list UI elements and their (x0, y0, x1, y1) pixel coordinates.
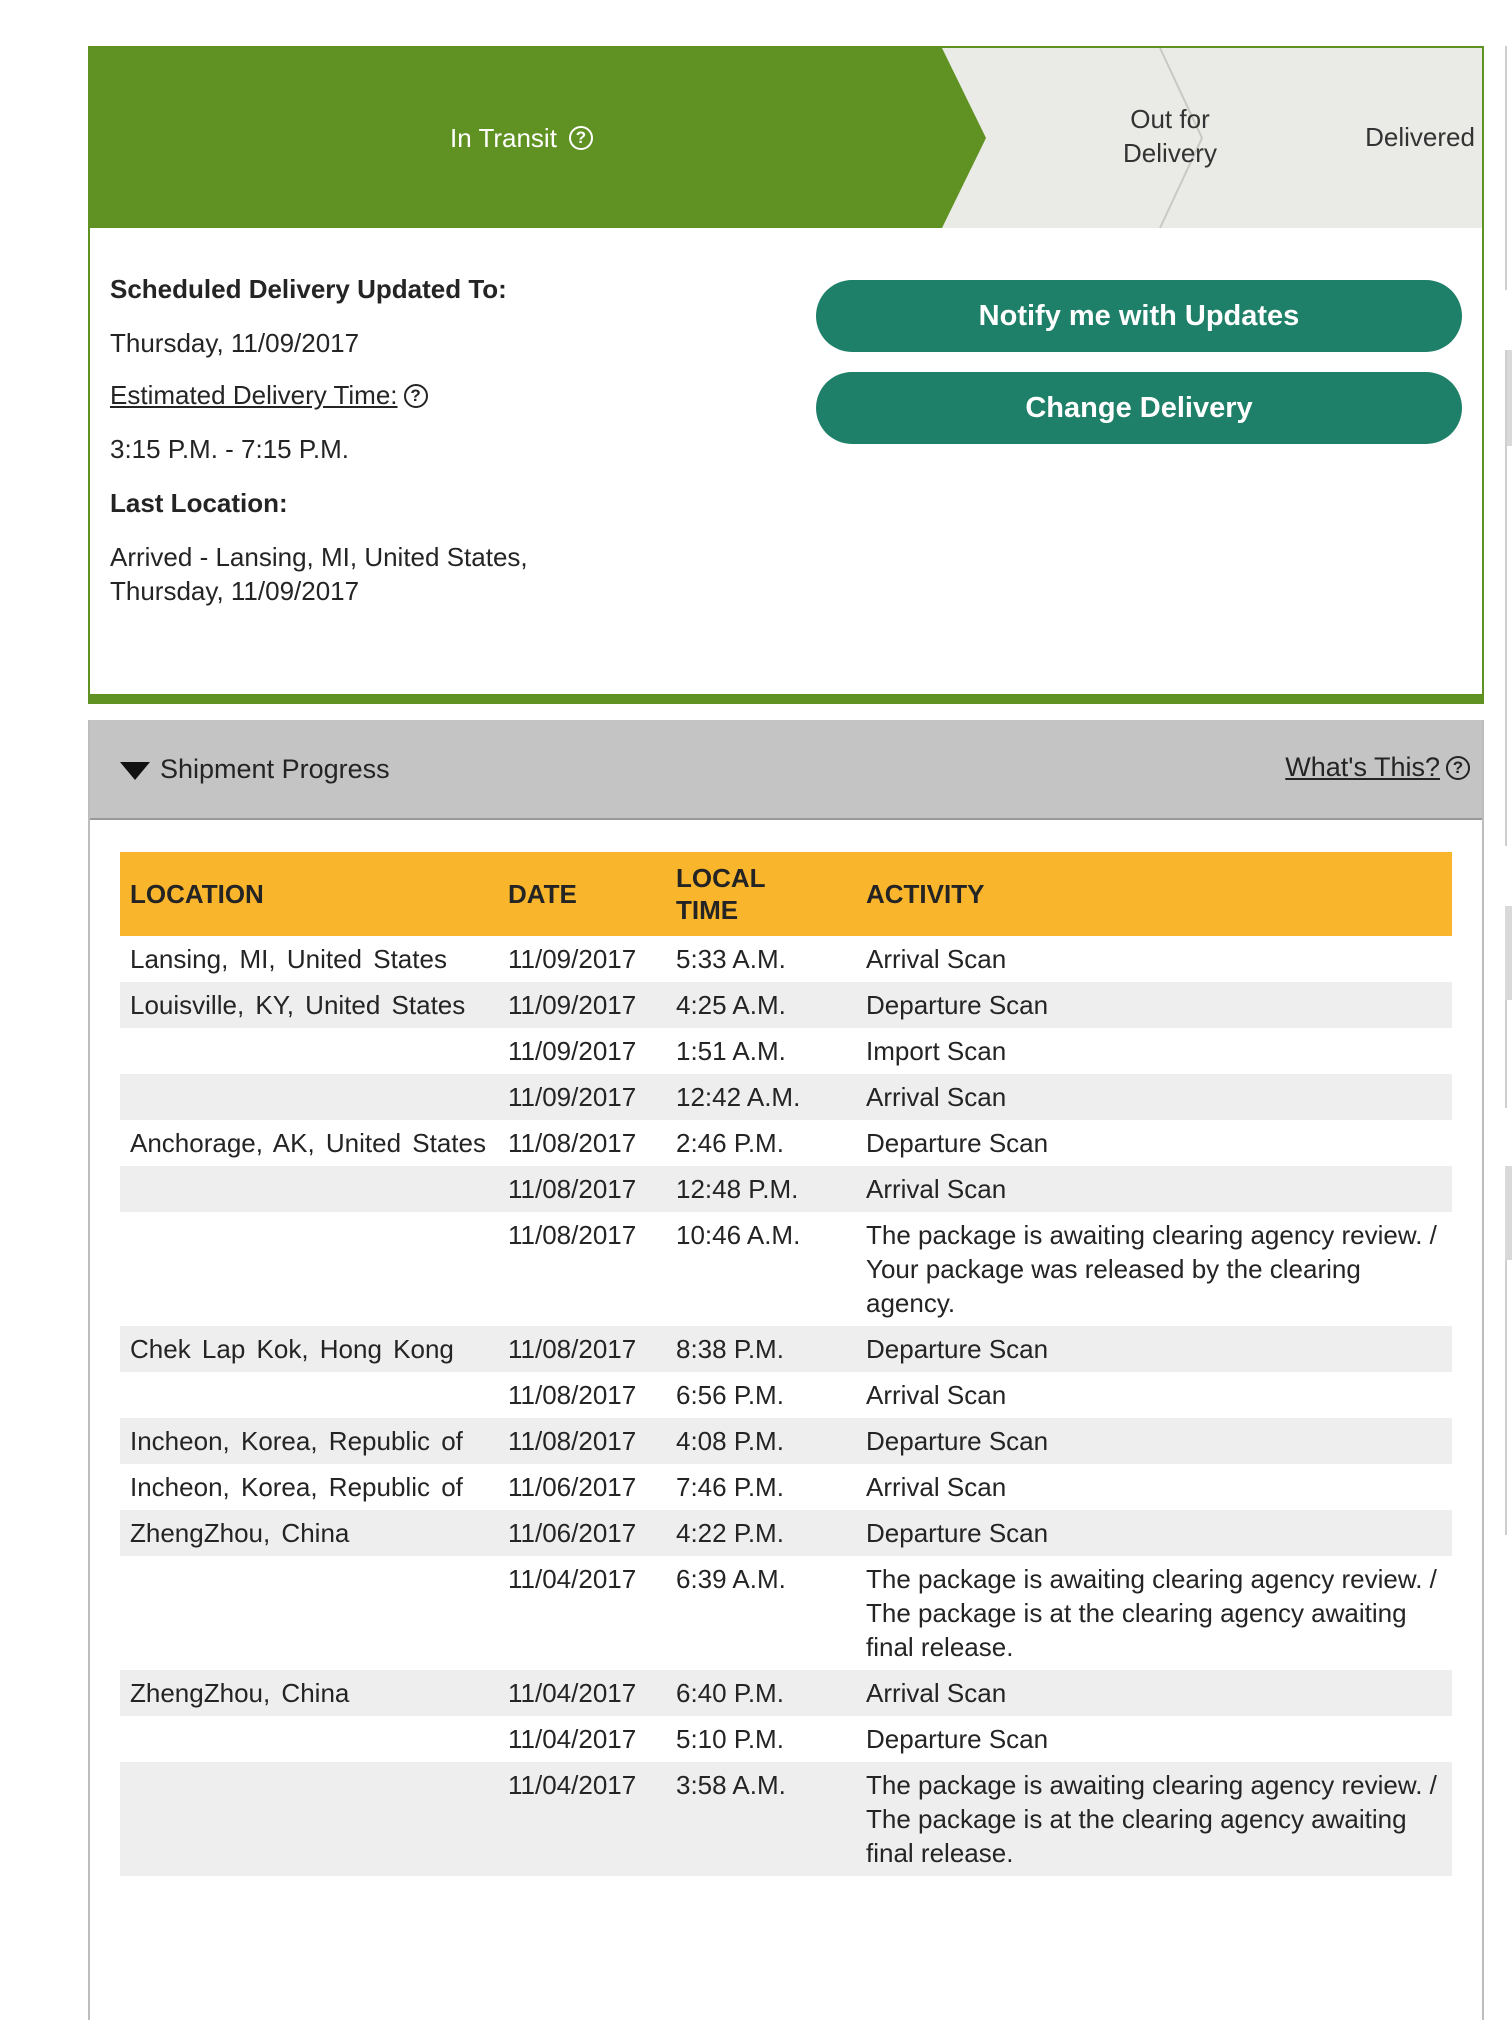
step-in-transit (450, 121, 593, 155)
collapse-triangle-icon[interactable] (120, 762, 150, 780)
table-row (120, 1166, 1452, 1212)
cell-time: 6:56 P.M. (676, 1380, 784, 1410)
table-row (120, 982, 1452, 1028)
table-row (120, 1120, 1452, 1166)
cell-location: Anchorage, AK, United States (130, 1128, 486, 1158)
cell-location (120, 1716, 498, 1762)
help-icon[interactable]: ? (1446, 756, 1470, 780)
table-row (120, 1762, 1452, 1876)
column-header-date: DATE (498, 852, 666, 936)
cell-activity: Arrival Scan (866, 944, 1007, 974)
table-row (120, 1556, 1452, 1670)
whats-this-link-wrap[interactable] (1285, 752, 1470, 783)
scheduled-delivery-label: Scheduled Delivery Updated To: (110, 274, 507, 304)
table-row (120, 1372, 1452, 1418)
cell-location (120, 1556, 498, 1670)
cell-time: 5:33 A.M. (676, 944, 786, 974)
column-header-local-time-line1: LOCAL (676, 863, 766, 893)
cell-location: ZhengZhou, China (120, 1670, 498, 1716)
page-edge-fragment (1505, 446, 1512, 846)
page-edge-fragment (1505, 906, 1512, 1000)
cell-location: Incheon, Korea, Republic of (130, 1472, 463, 1502)
cell-activity: The package is awaiting clearing agency review. / Your package was released by the clearing agency. (866, 1220, 1437, 1318)
cell-activity: Departure Scan (856, 982, 1452, 1028)
cell-time: 2:46 P.M. (676, 1128, 784, 1158)
cell-date: 11/09/2017 (508, 944, 637, 974)
page-edge-fragment (1505, 350, 1512, 446)
cell-time: 5:10 P.M. (676, 1724, 784, 1754)
cell-activity: Departure Scan (856, 1326, 1452, 1372)
table-row (120, 1074, 1452, 1120)
tracking-status-card (88, 46, 1484, 696)
table-row (120, 1418, 1452, 1464)
cell-date: 11/08/2017 (498, 1166, 666, 1212)
cell-activity: Import Scan (866, 1036, 1007, 1066)
cell-date: 11/09/2017 (508, 1036, 637, 1066)
cell-activity: Arrival Scan (856, 1166, 1452, 1212)
step-in-transit-label: In Transit (450, 123, 557, 153)
card-bottom-bar (88, 695, 1484, 704)
cell-time: 7:46 P.M. (676, 1472, 784, 1502)
progress-stepper (90, 48, 1482, 228)
cell-date: 11/09/2017 (498, 982, 666, 1028)
page-edge-fragment (1505, 1000, 1512, 1108)
cell-date: 11/08/2017 (508, 1128, 637, 1158)
last-location-line1: Arrived - Lansing, MI, United States, (110, 542, 528, 572)
cell-location: Louisville, KY, United States (120, 982, 498, 1028)
cell-activity: Arrival Scan (856, 1074, 1452, 1120)
column-header-local-time (666, 852, 856, 936)
scheduled-delivery-value: Thursday, 11/09/2017 (110, 328, 360, 358)
shipment-progress-table (120, 852, 1452, 1876)
cell-location (120, 1762, 498, 1876)
cell-date: 11/04/2017 (498, 1670, 666, 1716)
step-delivered: Delivered (1365, 122, 1475, 152)
cell-date: 11/04/2017 (508, 1564, 637, 1594)
table-row (120, 1464, 1452, 1510)
cell-location (120, 1372, 498, 1418)
cell-date: 11/08/2017 (508, 1380, 637, 1410)
help-icon[interactable]: ? (404, 384, 428, 408)
cell-date: 11/04/2017 (498, 1762, 666, 1876)
table-body (120, 936, 1452, 1876)
cell-activity: Departure Scan (856, 1510, 1452, 1556)
step-out-for-delivery-line1: Out for (1130, 104, 1210, 134)
cell-activity: The package is awaiting clearing agency review. / The package is at the clearing agency awaiting final release. (856, 1762, 1452, 1876)
table-row (120, 1670, 1452, 1716)
shipment-progress-title: Shipment Progress (160, 754, 390, 784)
change-delivery-button[interactable]: Change Delivery (816, 372, 1462, 444)
column-header-activity: ACTIVITY (856, 852, 1452, 936)
cell-date: 11/06/2017 (508, 1472, 637, 1502)
cell-location: Chek Lap Kok, Hong Kong (120, 1326, 498, 1372)
table-row (120, 1716, 1452, 1762)
help-icon[interactable]: ? (569, 126, 593, 150)
cell-time: 8:38 P.M. (666, 1326, 856, 1372)
cell-time: 12:42 A.M. (666, 1074, 856, 1120)
table-row (120, 1510, 1452, 1556)
column-header-local-time-line2: TIME (676, 895, 739, 925)
table-header-row (120, 852, 1452, 936)
cell-location (120, 1166, 498, 1212)
column-header-location: LOCATION (120, 852, 498, 936)
notify-updates-button[interactable]: Notify me with Updates (816, 280, 1462, 352)
cell-activity: Arrival Scan (866, 1380, 1007, 1410)
last-location-label: Last Location: (110, 488, 288, 518)
cell-activity: Arrival Scan (856, 1670, 1452, 1716)
page-edge-fragment (1505, 46, 1512, 290)
cell-date: 11/08/2017 (498, 1418, 666, 1464)
cell-activity: Departure Scan (866, 1724, 1049, 1754)
cell-date: 11/06/2017 (498, 1510, 666, 1556)
cell-activity: Arrival Scan (866, 1472, 1007, 1502)
page-edge-fragment (1505, 1166, 1512, 1260)
estimated-time-row (110, 380, 428, 411)
cell-time: 4:08 P.M. (666, 1418, 856, 1464)
cell-date: 11/08/2017 (498, 1326, 666, 1372)
cell-activity: Departure Scan (856, 1418, 1452, 1464)
cell-location (120, 1074, 498, 1120)
cell-date: 11/09/2017 (498, 1074, 666, 1120)
cell-location: Lansing, MI, United States (130, 944, 447, 974)
cell-activity: The package is awaiting clearing agency review. / The package is at the clearing agency awaiting final release. (866, 1564, 1437, 1662)
whats-this-link[interactable]: What's This? (1285, 752, 1440, 782)
cell-time: 1:51 A.M. (676, 1036, 786, 1066)
cell-time: 3:58 A.M. (666, 1762, 856, 1876)
cell-time: 12:48 P.M. (666, 1166, 856, 1212)
table-row (120, 936, 1452, 982)
cell-date: 11/08/2017 (508, 1220, 637, 1250)
estimated-delivery-time-link[interactable]: Estimated Delivery Time: (110, 380, 398, 410)
table-row (120, 1028, 1452, 1074)
stepper-arrows (90, 48, 1482, 228)
cell-time: 6:40 P.M. (666, 1670, 856, 1716)
table-row (120, 1326, 1452, 1372)
step-out-for-delivery-line2: Delivery (1123, 138, 1217, 168)
cell-activity: Departure Scan (866, 1128, 1049, 1158)
cell-location: ZhengZhou, China (120, 1510, 498, 1556)
cell-date: 11/04/2017 (508, 1724, 637, 1754)
page-edge-fragment (1505, 1260, 1512, 1535)
cell-location (120, 1028, 498, 1074)
cell-location: Incheon, Korea, Republic of (120, 1418, 498, 1464)
cell-location (120, 1212, 498, 1326)
cell-time: 10:46 A.M. (676, 1220, 801, 1250)
estimated-time-value: 3:15 P.M. - 7:15 P.M. (110, 434, 349, 464)
cell-time: 6:39 A.M. (676, 1564, 786, 1594)
last-location-line2: Thursday, 11/09/2017 (110, 576, 360, 606)
shipment-progress-header[interactable] (90, 720, 1482, 820)
step-out-for-delivery (1070, 102, 1270, 170)
shipment-progress-panel (88, 720, 1484, 2020)
cell-time: 4:25 A.M. (666, 982, 856, 1028)
cell-time: 4:22 P.M. (666, 1510, 856, 1556)
table-row (120, 1212, 1452, 1326)
